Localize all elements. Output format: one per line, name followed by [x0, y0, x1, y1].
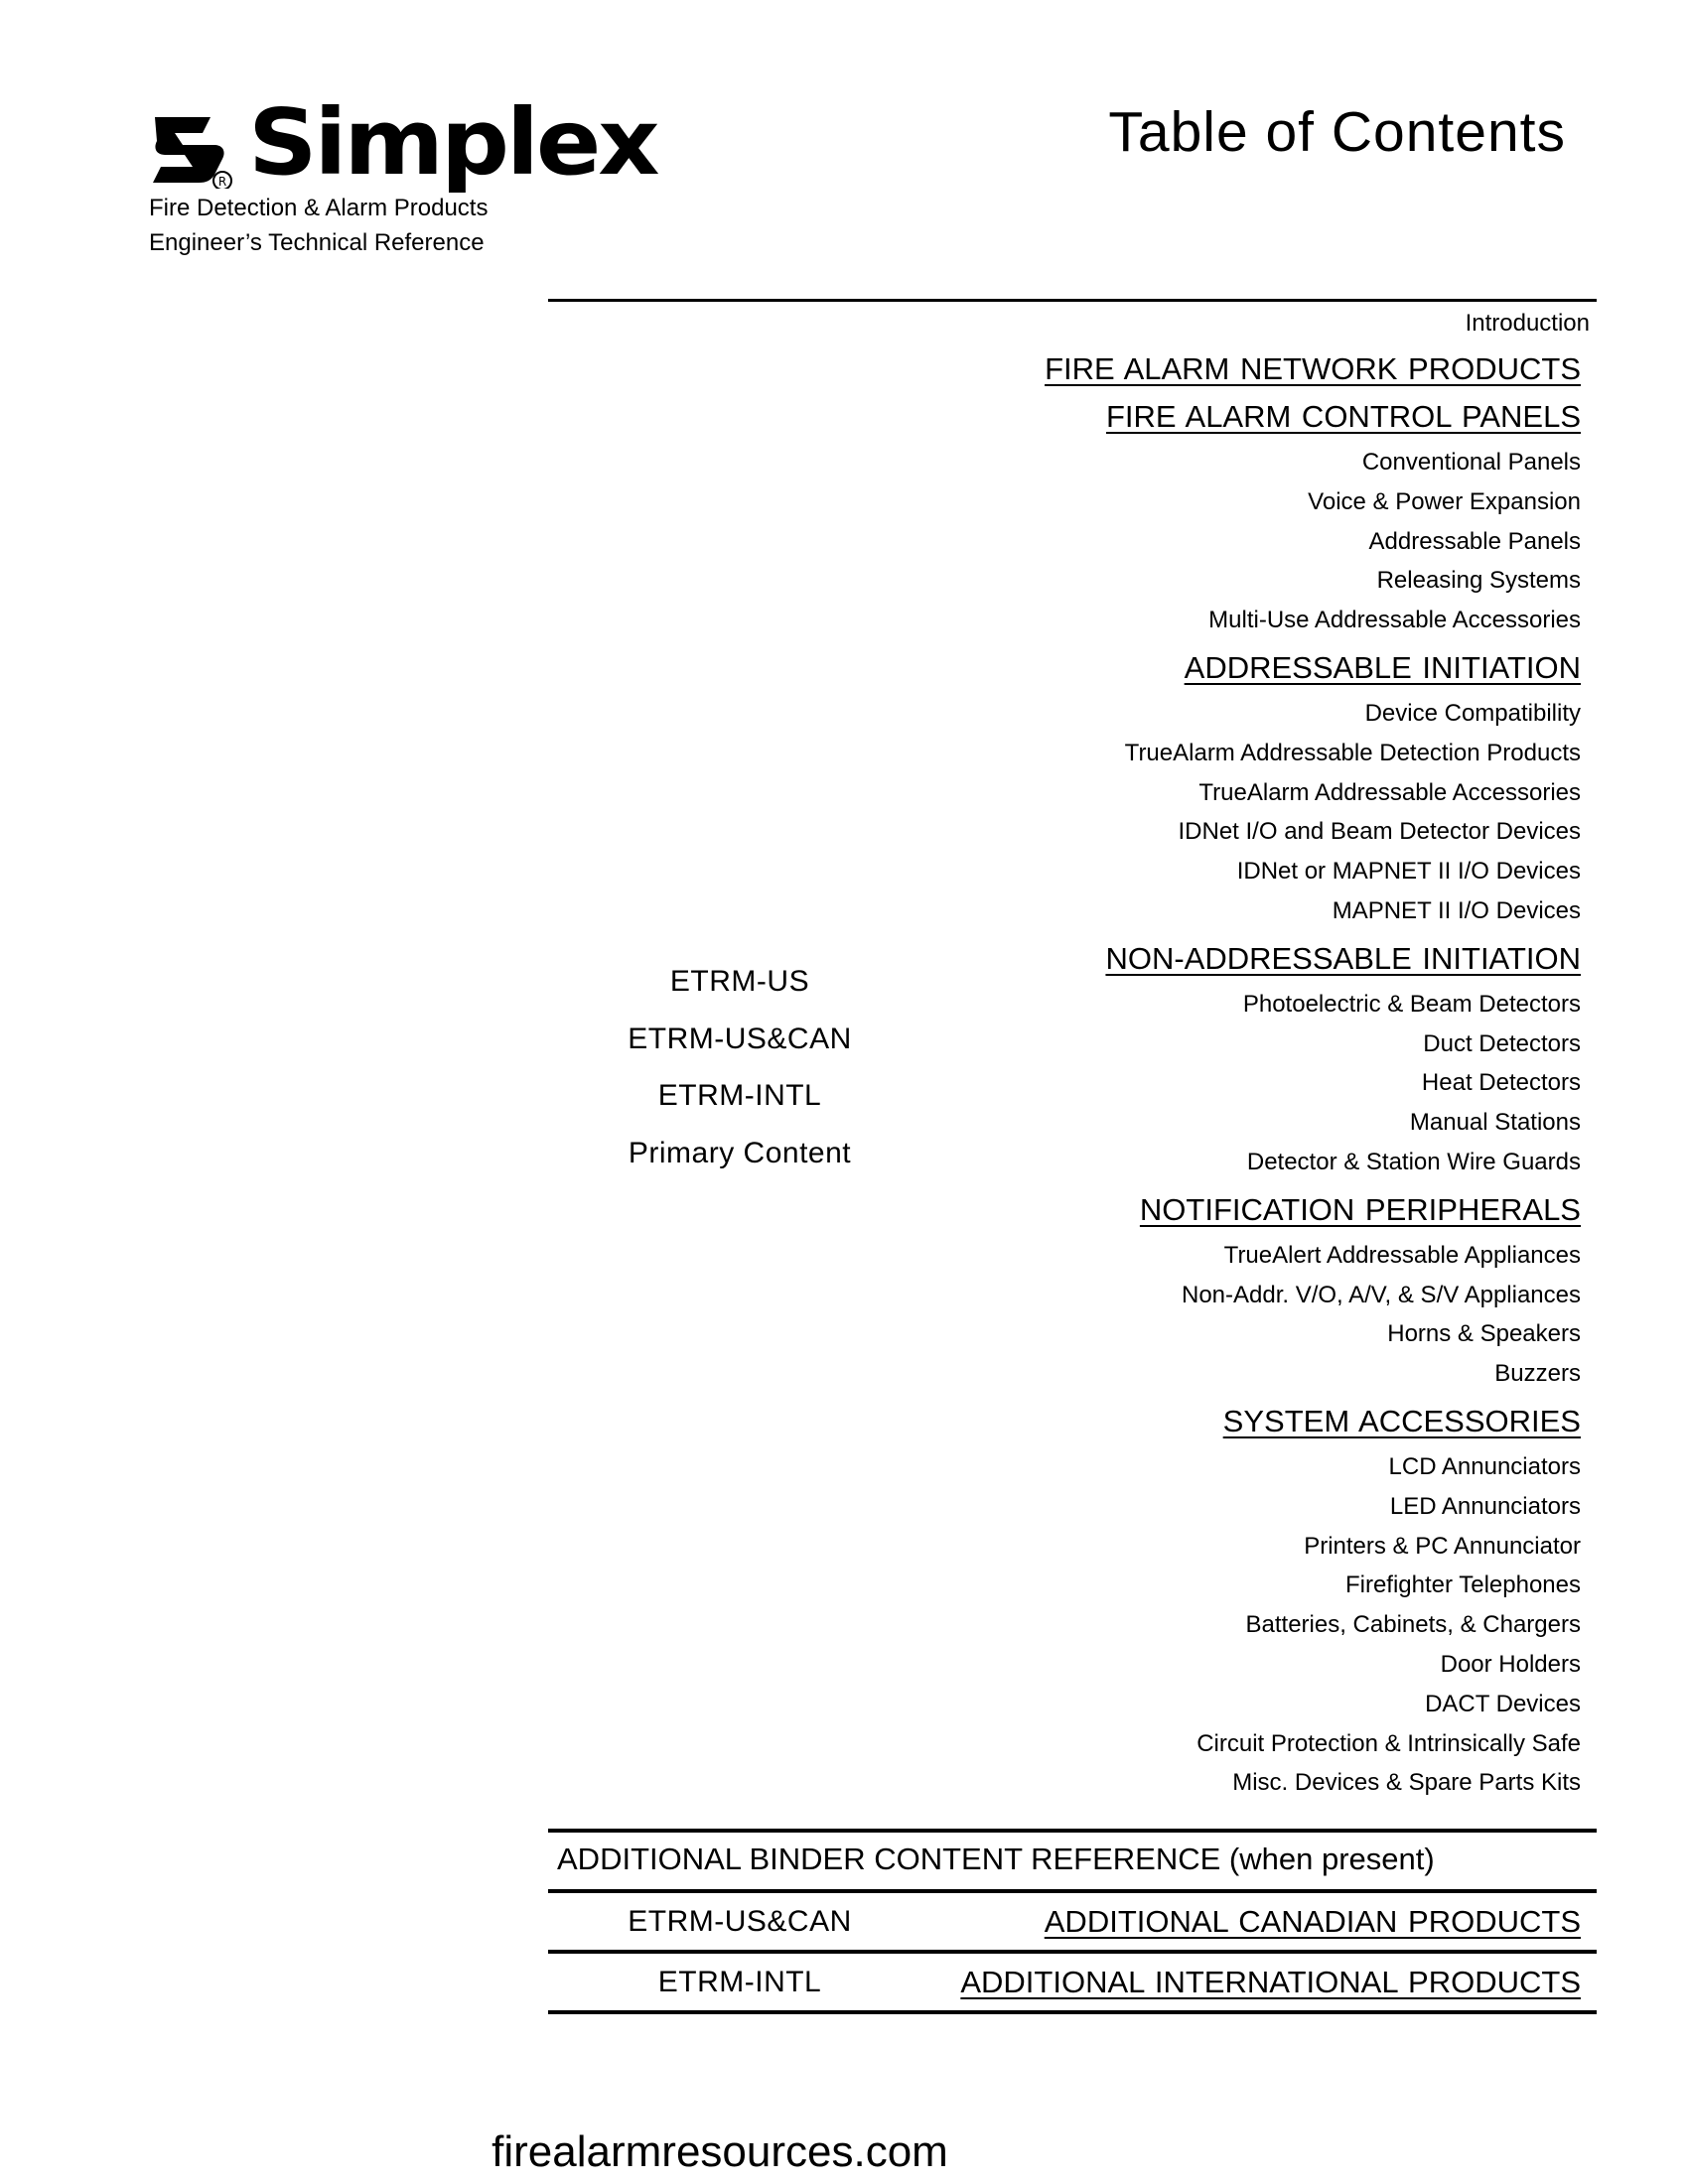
toc-section-notification[interactable]: NOTIFICATION PERIPHERALS — [1139, 1191, 1581, 1227]
toc-item[interactable]: Device Compatibility — [1364, 699, 1581, 727]
simplex-logo — [149, 89, 657, 196]
toc-item[interactable]: Conventional Panels — [1361, 449, 1581, 476]
toc-item[interactable]: Misc. Devices & Spare Parts Kits — [1232, 1769, 1581, 1797]
toc-item[interactable]: Multi-Use Addressable Accessories — [1208, 607, 1581, 634]
binder-divider — [548, 1829, 1597, 1833]
toc-item[interactable]: LCD Annunciators — [1388, 1452, 1581, 1480]
toc-section-accessories[interactable]: SYSTEM ACCESSORIES — [1222, 1403, 1581, 1438]
binder-divider — [548, 2010, 1597, 2014]
binder-row-label: ETRM-US&CAN — [628, 1905, 852, 1938]
toc-item[interactable]: Printers & PC Annunciator — [1304, 1532, 1581, 1560]
etrm-label: ETRM-INTL — [657, 1079, 822, 1112]
toc-intro-link[interactable]: Introduction — [1465, 310, 1590, 337]
binder-row-international-link[interactable]: ADDITIONAL INTERNATIONAL PRODUCTS — [960, 1965, 1581, 1999]
toc-item[interactable]: Photoelectric & Beam Detectors — [1242, 990, 1581, 1018]
toc-item[interactable]: Circuit Protection & Intrinsically Safe — [1196, 1729, 1581, 1757]
toc-item[interactable]: Horns & Speakers — [1387, 1320, 1581, 1348]
toc-item[interactable]: IDNet or MAPNET II I/O Devices — [1236, 858, 1581, 886]
brand-tagline-2: Engineer’s Technical Reference — [149, 229, 485, 256]
toc-item[interactable]: Batteries, Cabinets, & Chargers — [1245, 1611, 1581, 1639]
toc-item[interactable]: Non-Addr. V/O, A/V, & S/V Appliances — [1181, 1281, 1581, 1308]
etrm-edition-list — [571, 953, 909, 1181]
binder-divider — [548, 1889, 1597, 1893]
simplex-s-mark-icon — [149, 109, 240, 189]
svg-text:R: R — [217, 175, 227, 189]
toc-item[interactable]: Door Holders — [1440, 1650, 1581, 1678]
page-title: Table of Contents — [1108, 100, 1566, 164]
top-divider — [548, 299, 1597, 302]
toc-item[interactable]: Buzzers — [1494, 1360, 1581, 1388]
toc-section-control-panels[interactable]: FIRE ALARM CONTROL PANELS — [1106, 399, 1581, 434]
toc-item[interactable]: Addressable Panels — [1368, 527, 1581, 555]
etrm-label: ETRM-US — [669, 965, 810, 998]
toc-item[interactable]: TrueAlarm Addressable Detection Products — [1124, 739, 1581, 766]
binder-row-label: ETRM-INTL — [657, 1966, 822, 1998]
binder-row-canadian-link[interactable]: ADDITIONAL CANADIAN PRODUCTS — [1044, 1904, 1581, 1939]
toc-item[interactable]: IDNet I/O and Beam Detector Devices — [1178, 818, 1581, 846]
brand-name: Simplex — [248, 89, 657, 196]
binder-heading: ADDITIONAL BINDER CONTENT REFERENCE (when present) — [557, 1842, 1435, 1876]
toc-item[interactable]: LED Annunciators — [1389, 1492, 1581, 1520]
toc-item[interactable]: Releasing Systems — [1376, 567, 1581, 595]
toc-item[interactable]: Heat Detectors — [1421, 1069, 1581, 1097]
toc-item[interactable]: Manual Stations — [1409, 1109, 1581, 1137]
toc-item[interactable]: Detector & Station Wire Guards — [1246, 1148, 1581, 1175]
toc-section-addressable[interactable]: ADDRESSABLE INITIATION — [1184, 649, 1581, 685]
toc-item[interactable]: Voice & Power Expansion — [1308, 487, 1581, 515]
toc-section-non-addressable[interactable]: NON-ADDRESSABLE INITIATION — [1105, 940, 1581, 976]
toc-item[interactable]: Firefighter Telephones — [1344, 1571, 1581, 1599]
footer — [0, 2124, 1688, 2180]
etrm-label: Primary Content — [628, 1136, 852, 1169]
header-branding — [149, 89, 657, 260]
toc-item[interactable]: TrueAlert Addressable Appliances — [1223, 1241, 1581, 1269]
etrm-label: ETRM-US&CAN — [628, 1022, 852, 1055]
toc-item[interactable]: TrueAlarm Addressable Accessories — [1198, 778, 1581, 806]
toc-sections — [1045, 349, 1581, 1803]
toc-item[interactable]: Duct Detectors — [1423, 1029, 1581, 1057]
binder-divider — [548, 1950, 1597, 1954]
toc-item[interactable]: DACT Devices — [1425, 1690, 1581, 1717]
toc-item[interactable]: MAPNET II I/O Devices — [1332, 896, 1581, 924]
footer-url: firealarmresources.com — [492, 2127, 948, 2176]
brand-tagline-1: Fire Detection & Alarm Products — [149, 195, 489, 221]
toc-section-network[interactable]: FIRE ALARM NETWORK PRODUCTS — [1045, 351, 1581, 386]
